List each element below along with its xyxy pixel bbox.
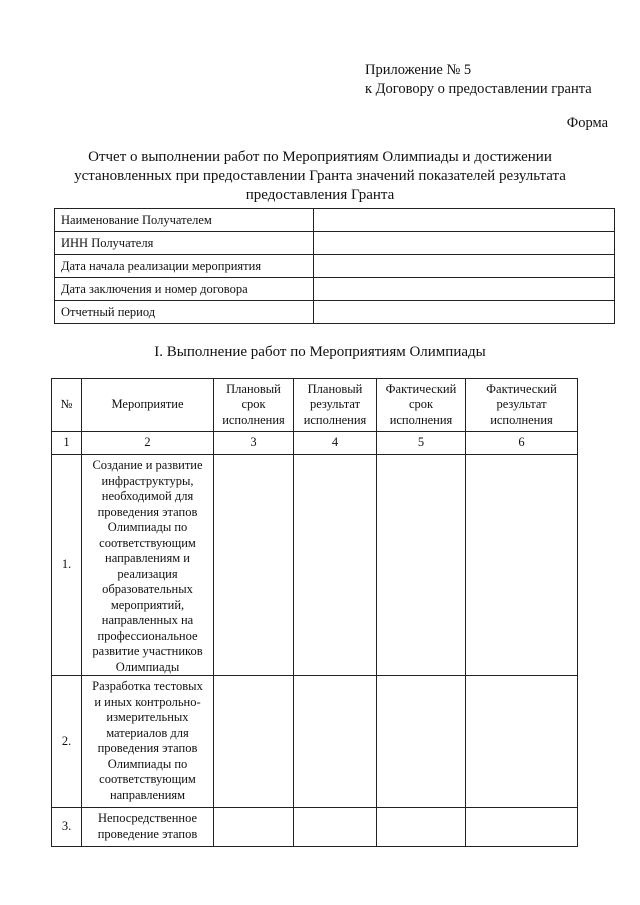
- section-title: I. Выполнение работ по Мероприятиям Олимпиады: [154, 344, 486, 360]
- activity-line: проведения этапов: [97, 504, 198, 519]
- activity-cell: [82, 676, 214, 808]
- header-text: исполнения: [389, 412, 453, 427]
- activity-line: соответствующим: [99, 535, 196, 550]
- info-label: Дата заключения и номер договора: [55, 278, 314, 301]
- header-text: Плановый: [226, 381, 281, 396]
- activity-cell: [82, 808, 214, 847]
- activity-line: Олимпиады по: [107, 520, 188, 534]
- planned-date-cell: [214, 676, 294, 808]
- appendix-contract: к Договору о предоставлении гранта: [365, 81, 592, 97]
- header-cell-actual-date: [377, 379, 466, 432]
- activity-line: необходимой для: [101, 489, 194, 503]
- actual-date-cell: [377, 808, 466, 847]
- column-number: 6: [466, 432, 578, 455]
- column-number: 1: [52, 432, 82, 455]
- header-text: исполнения: [490, 412, 553, 427]
- info-row: [55, 301, 615, 324]
- table-row: [52, 808, 578, 847]
- row-number: 1.: [52, 455, 82, 676]
- table-row: [52, 455, 578, 676]
- header-cell-actual-result: [466, 379, 578, 432]
- activity-line: материалов для: [106, 725, 189, 740]
- header-text: результат: [496, 397, 547, 412]
- info-row: [55, 209, 615, 232]
- planned-result-cell: [294, 455, 377, 676]
- header-cell-number: [52, 379, 82, 432]
- activity-line: Непосредственное: [97, 811, 198, 825]
- header-text: срок: [408, 397, 434, 412]
- works-table: [51, 378, 578, 847]
- activity-cell: [82, 455, 214, 676]
- appendix-reference: [365, 61, 592, 99]
- activity-line: развитие участников: [92, 644, 203, 658]
- planned-result-cell: [294, 808, 377, 847]
- column-number: 4: [294, 432, 377, 455]
- info-value: [314, 278, 615, 301]
- row-number: 2.: [52, 676, 82, 808]
- form-label: Форма: [566, 115, 608, 131]
- column-number: 3: [214, 432, 294, 455]
- header-row: [52, 379, 578, 432]
- info-label: Наименование Получателем: [55, 209, 314, 232]
- info-value: [314, 301, 615, 324]
- header-text: Мероприятие: [111, 397, 184, 412]
- report-title-line: установленных при предоставлении Гранта значений показателей результата: [74, 168, 566, 184]
- appendix-number: Приложение № 5: [365, 62, 472, 78]
- activity-line: инфраструктуры,: [101, 473, 194, 488]
- actual-result-cell: [466, 676, 578, 808]
- activity-line: Олимпиады: [115, 659, 180, 674]
- header-text: Фактический: [486, 381, 557, 396]
- header-text: Плановый: [307, 381, 363, 396]
- planned-date-cell: [214, 455, 294, 676]
- planned-result-cell: [294, 676, 377, 808]
- planned-date-cell: [214, 808, 294, 847]
- column-number: 2: [82, 432, 214, 455]
- column-number: 5: [377, 432, 466, 455]
- activity-line: измерительных: [106, 710, 189, 724]
- info-value: [314, 255, 615, 278]
- activity-line: направленных на: [101, 613, 194, 627]
- activity-line: Олимпиады по: [107, 756, 188, 771]
- activity-line: мероприятий,: [110, 597, 185, 612]
- activity-line: соответствующим: [99, 772, 196, 786]
- info-value: [314, 232, 615, 255]
- header-text: исполнения: [222, 412, 285, 427]
- info-value: [314, 209, 615, 232]
- activity-line: проведение этапов: [97, 826, 198, 841]
- header-text: срок: [241, 397, 266, 412]
- actual-date-cell: [377, 455, 466, 676]
- info-row: [55, 278, 615, 301]
- activity-line: реализация: [117, 566, 178, 581]
- info-row: [55, 255, 615, 278]
- activity-line: Создание и развитие: [92, 458, 203, 472]
- activity-line: образовательных: [102, 582, 193, 596]
- report-title-line: Отчет о выполнении работ по Мероприятиям Олимпиады и достижении: [88, 149, 552, 165]
- activity-line: направлениям: [109, 787, 186, 802]
- actual-result-cell: [466, 455, 578, 676]
- info-label: Дата начала реализации мероприятия: [55, 255, 314, 278]
- info-label: Отчетный период: [55, 301, 314, 324]
- header-text: результат: [309, 397, 361, 412]
- header-text: Фактический: [385, 381, 457, 396]
- activity-line: и иных контрольно-: [94, 694, 201, 709]
- info-label: ИНН Получателя: [55, 232, 314, 255]
- activity-line: профессиональное: [97, 628, 198, 643]
- report-title-line: предоставления Гранта: [245, 187, 395, 203]
- header-cell-planned-date: [214, 379, 294, 432]
- actual-result-cell: [466, 808, 578, 847]
- activity-line: проведения этапов: [97, 741, 198, 755]
- activity-line: направлениям и: [105, 551, 190, 565]
- header-text: №: [60, 397, 73, 412]
- info-row: [55, 232, 615, 255]
- table-row: [52, 676, 578, 808]
- report-title: [60, 148, 580, 205]
- actual-date-cell: [377, 676, 466, 808]
- activity-line: Разработка тестовых: [92, 679, 203, 693]
- header-text: исполнения: [303, 412, 367, 427]
- header-cell-activity: [82, 379, 214, 432]
- row-number: 3.: [52, 808, 82, 847]
- recipient-info-table: [54, 208, 615, 324]
- header-cell-planned-result: [294, 379, 377, 432]
- column-number-row: [52, 432, 578, 455]
